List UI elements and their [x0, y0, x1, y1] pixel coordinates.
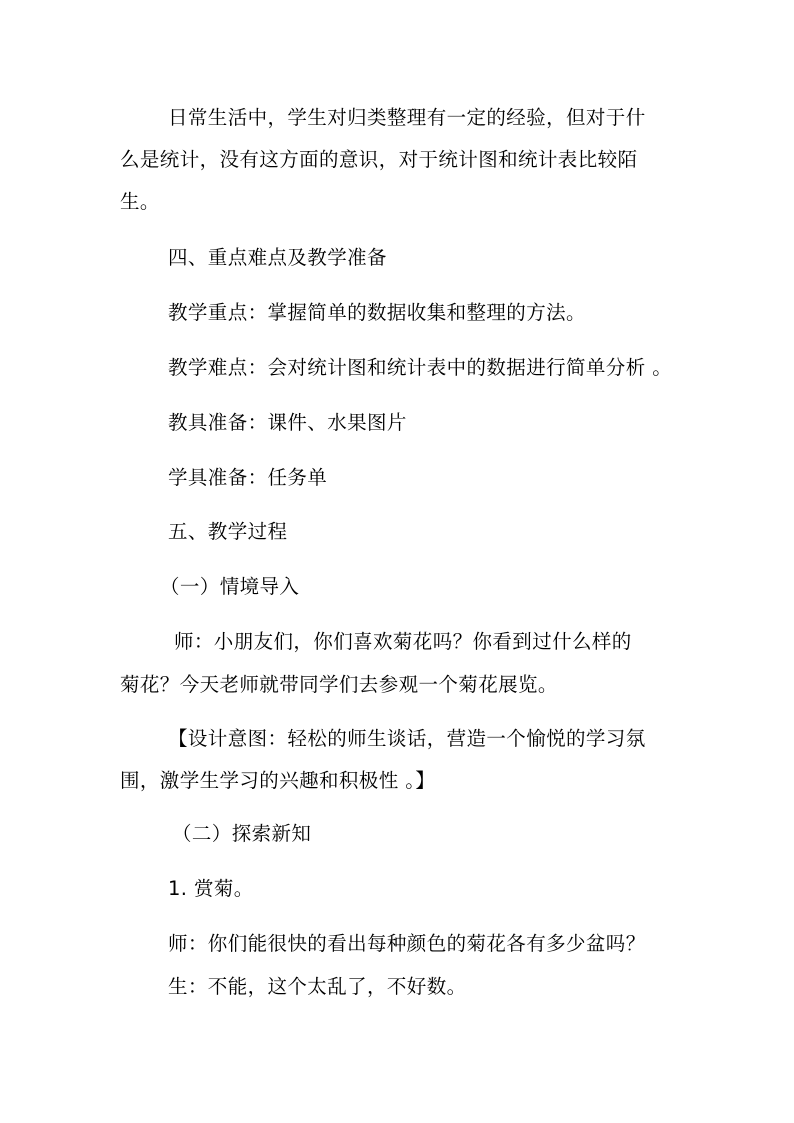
section-heading: 四、重点难点及教学准备	[168, 246, 387, 269]
list-item: 1. 赏菊。	[168, 877, 254, 900]
paragraph-line: 教学重点：掌握简单的数据收集和整理的方法。	[168, 301, 586, 324]
paragraph-line: 教学难点：会对统计图和统计表中的数据进行简单分析 。	[168, 356, 673, 379]
paragraph-line: 教具准备：课件、水果图片	[168, 411, 407, 434]
paragraph-line: 日常生活中，学生对归类整理有一定的经验，但对于什	[168, 106, 646, 129]
paragraph-line: 菊花？今天老师就带同学们去参观一个菊花展览。	[120, 673, 558, 696]
paragraph-line: 学具准备：任务单	[168, 466, 328, 489]
paragraph-line: 生：不能，这个太乱了，不好数。	[168, 975, 467, 998]
paragraph-line: 师：你们能很快的看出每种颜色的菊花各有多少盆吗？	[168, 932, 646, 955]
section-heading: 五、教学过程	[168, 520, 288, 543]
paragraph-line: 生。	[120, 190, 160, 213]
paragraph-line: 师：小朋友们，你们喜欢菊花吗？你看到过什么样的	[174, 630, 632, 653]
subsection-heading: （二）探索新知	[172, 822, 312, 845]
subsection-heading: （一）情境导入	[160, 575, 300, 598]
paragraph-line: 围，激学生学习的兴趣和积极性 。】	[120, 769, 436, 792]
paragraph-line: 【设计意图：轻松的师生谈话，营造一个愉悦的学习氛	[168, 727, 646, 750]
paragraph-line: 么是统计，没有这方面的意识，对于统计图和统计表比较陌	[120, 148, 638, 171]
